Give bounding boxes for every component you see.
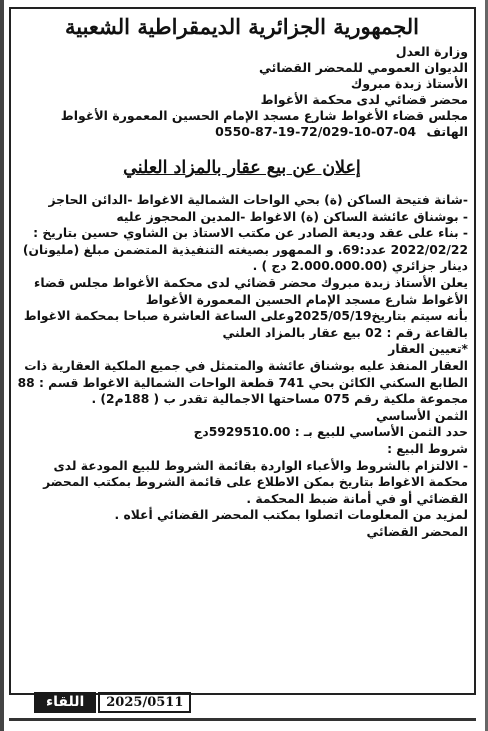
bottom-rule [9, 718, 476, 721]
sale-conditions-heading: شروط البيع : [387, 441, 468, 456]
contact-paragraph: لمزيد من المعلومات اتصلوا بمكتب المحضر القضائي أعلاه . [114, 508, 468, 523]
footer-bar [34, 692, 191, 713]
notice-content [16, 12, 468, 540]
signature: المحضر القضائي [366, 524, 468, 539]
address-line: مجلس قضاء الأغواط شارع مسجد الإمام الحسين المعمورة الأغواط [60, 108, 468, 123]
ministry-line: وزارة العدل [395, 44, 468, 59]
base-price-paragraph: حدد الثمن الأساسي للبيع بـ : 5929510.00دج [193, 425, 468, 440]
creditor-paragraph: -شانة فتيحة الساكن (ة) بحي الواحات الشمالية الاغواط -الدائن الحاجز [48, 193, 468, 207]
sale-date-paragraph: بأنه سيتم بتاريخ2025/05/19وعلى الساعة العاشرة صباحا بمحكمة الاغواط بالقاعة رقم : 02 بيع عقار بالمزاد العلني [23, 309, 468, 340]
phone-label: الهاتف [426, 124, 468, 139]
bailiff-announcement-paragraph: يعلن الأستاذ زبدة مبروك محضر قضائي لدى محكمة الأغواط مجلس قضاء الأغواط شارع مسجد الإمام الحسين المعمورة الأغواط [34, 275, 468, 307]
announcement-title: إعلان عن بيع عقار بالمزاد العلني [123, 158, 361, 178]
newspaper-badge: اللقاء [34, 692, 96, 713]
phone-line [16, 124, 468, 140]
base-price-heading: الثمن الأساسي [375, 408, 468, 423]
debtor-paragraph: - بوشناق عائشة الساكن (ة) الاغواط -المدين المحجوز عليه [116, 209, 468, 224]
property-description: العقار المنفذ عليه بوشناق عائشة والمتمثل في جميع الملكية العقارية ذات الطابع السكني الكائن بحي 741 قطعة الواحات الشمالية الاغواط قسم : 88 مجموعة ملكية رقم 075 مساحتها الاجمالية تقدر ب ( 188م2) . [17, 358, 468, 407]
republic-heading: الجمهورية الجزائرية الديمقراطية الشعبية [64, 14, 419, 39]
left-column-rule [0, 0, 4, 731]
office-line: الديوان العمومي للمحضر القضائي [259, 60, 468, 75]
court-line: محضر قضائي لدى محكمة الأغواط [260, 92, 468, 107]
phone-numbers: 0550-87-19-72/029-10-07-04 [215, 124, 417, 139]
issue-date: 2025/0511 [98, 692, 191, 713]
property-heading: *تعيين العقار [388, 342, 468, 357]
deposit-contract-paragraph: - بناء على عقد وديعة الصادر عن مكتب الاستاذ بن الشاوي حسين بتاريخ : 2022/02/22 عدد:69. و الممهور بصيغته التنفيذية المتضمن مبلغ (مليونان) دينار جزائري (2.000.000.00 دج ) . [22, 226, 468, 274]
sale-conditions-paragraph: - الالتزام بالشروط والأعباء الواردة بقائمة الشروط للبيع المودعة لدى محكمة الاغواط بتاريخ بمكن الاطلاع على قائمة الشروط بمكتب المحضر القضائي أو في أمانة ضبط المحكمة . [43, 458, 468, 506]
bailiff-name: الأستاذ زبدة مبروك [350, 76, 468, 91]
